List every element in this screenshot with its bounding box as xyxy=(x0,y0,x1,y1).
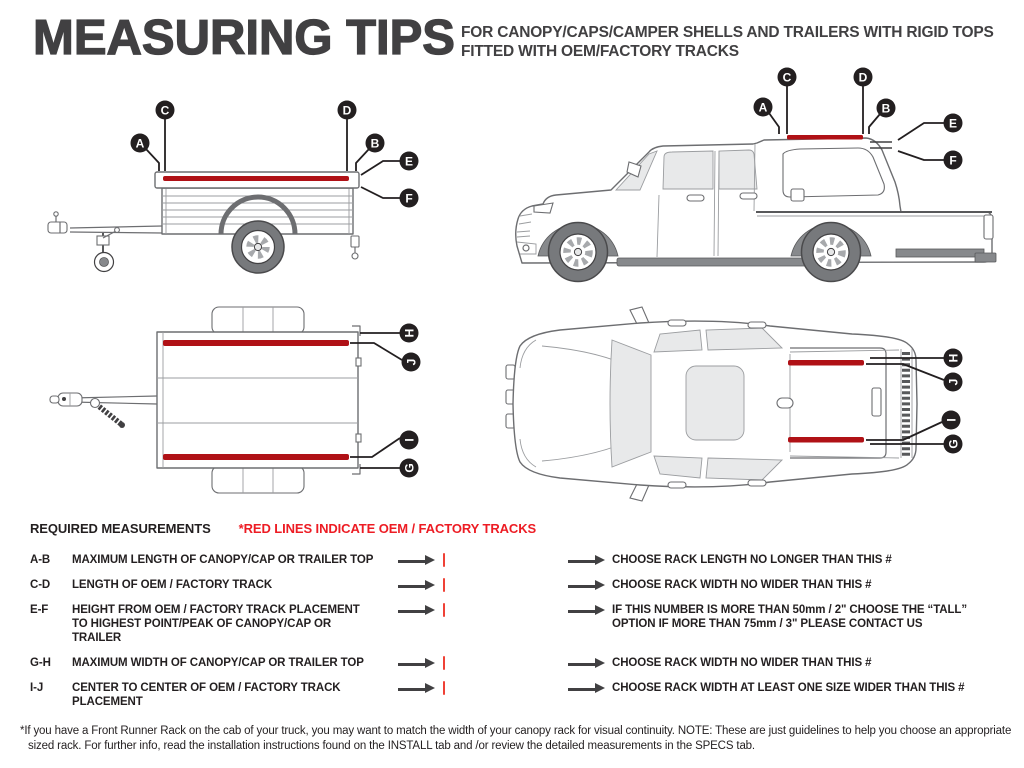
arrow-right-icon xyxy=(568,663,595,666)
svg-text:B: B xyxy=(881,101,891,116)
label-marker-h xyxy=(944,349,963,368)
trailer-side-view-diagram xyxy=(25,85,470,300)
sunroof xyxy=(686,366,744,440)
page-title: MEASURING TIPS xyxy=(33,11,455,65)
measurement-entry-oval[interactable] xyxy=(443,578,445,592)
svg-text:B: B xyxy=(370,136,380,151)
required-measurements-section xyxy=(30,521,1008,720)
trailer-hitch-coupler xyxy=(48,222,67,233)
trailer-top-view-diagram xyxy=(25,300,470,505)
measurement-recommendation: CHOOSE RACK WIDTH NO WIDER THAN THIS # xyxy=(612,579,872,591)
measurement-description: CENTER TO CENTER OF OEM / FACTORY TRACK PLACEMENT xyxy=(72,682,341,708)
windshield-top-view xyxy=(610,340,651,467)
svg-text:D: D xyxy=(858,70,868,85)
measurement-description: MAXIMUM LENGTH OF CANOPY/CAP OR TRAILER TOP xyxy=(72,554,374,566)
label-marker-i xyxy=(942,411,961,430)
rear-lower-trim xyxy=(896,249,984,257)
measurement-code: I-J xyxy=(30,682,44,694)
measurement-description: LENGTH OF OEM / FACTORY TRACK xyxy=(72,579,273,591)
arrow-right-icon xyxy=(398,688,425,691)
measurement-entry-oval[interactable] xyxy=(443,603,445,617)
measurement-recommendation: CHOOSE RACK LENGTH NO LONGER THAN THIS # xyxy=(612,554,892,566)
svg-text:F: F xyxy=(405,191,413,206)
svg-text:I: I xyxy=(402,438,417,442)
measurement-code: C-D xyxy=(30,579,51,591)
label-marker-f xyxy=(400,189,419,208)
oem-track-red-line xyxy=(787,135,863,140)
measurement-recommendation: IF THIS NUMBER IS MORE THAN 50mm / 2" CHOOSE THE “TALL” OPTION IF MORE THAN 75mm / 3" PLEASE CONTACT US xyxy=(612,604,967,630)
arrow-right-icon xyxy=(568,610,595,613)
label-marker-a xyxy=(754,98,773,117)
label-marker-b xyxy=(877,99,896,118)
label-marker-d xyxy=(338,101,357,120)
label-marker-g xyxy=(400,459,419,478)
oem-track-red-line-top xyxy=(163,340,349,346)
rear-door-glass xyxy=(719,150,757,189)
svg-text:H: H xyxy=(402,328,417,338)
label-marker-h xyxy=(400,324,419,343)
measurement-row-ef xyxy=(30,603,1008,645)
label-marker-e xyxy=(400,152,419,171)
taillight xyxy=(984,215,993,239)
svg-text:G: G xyxy=(402,463,417,473)
svg-text:C: C xyxy=(782,70,792,85)
svg-text:C: C xyxy=(160,103,170,118)
label-marker-e xyxy=(944,114,963,133)
label-marker-a xyxy=(131,134,150,153)
trailer-wheel xyxy=(232,221,284,273)
arrow-right-icon xyxy=(568,585,595,588)
svg-text:H: H xyxy=(946,353,961,363)
label-marker-f xyxy=(944,151,963,170)
measurement-entry-oval[interactable] xyxy=(443,553,445,567)
fuel-door xyxy=(791,189,804,201)
svg-text:A: A xyxy=(135,136,145,151)
measurement-entry-oval[interactable] xyxy=(443,656,445,670)
rocker-panel xyxy=(617,258,812,266)
rear-wheel xyxy=(802,223,861,282)
svg-text:F: F xyxy=(949,153,957,168)
svg-text:J: J xyxy=(404,358,419,366)
measurement-row-gh xyxy=(30,656,1008,670)
label-marker-j xyxy=(944,373,963,392)
front-door-glass xyxy=(663,151,713,189)
measurement-code: G-H xyxy=(30,657,51,669)
svg-text:A: A xyxy=(758,100,768,115)
label-marker-c xyxy=(156,101,175,120)
arrow-right-icon xyxy=(398,610,425,613)
measurement-code: E-F xyxy=(30,604,49,616)
arrow-right-icon xyxy=(398,663,425,666)
oem-track-red-line-bottom xyxy=(163,454,349,460)
page-subtitle xyxy=(461,24,994,61)
measurement-description: MAXIMUM WIDTH OF CANOPY/CAP OR TRAILER TOP xyxy=(72,657,364,669)
svg-text:G: G xyxy=(946,439,961,449)
truck-top-view-diagram xyxy=(495,305,985,505)
arrow-right-icon xyxy=(568,560,595,563)
required-measurements-heading: REQUIRED MEASUREMENTS xyxy=(30,521,211,536)
label-marker-g xyxy=(944,435,963,454)
arrow-right-icon xyxy=(398,560,425,563)
subtitle-line-2: FITTED WITH OEM/FACTORY TRACKS xyxy=(461,42,739,60)
oem-track-red-line-top xyxy=(788,360,864,366)
measurement-row-cd xyxy=(30,578,1008,592)
measurement-recommendation: CHOOSE RACK WIDTH AT LEAST ONE SIZE WIDER THAN THIS # xyxy=(612,682,965,694)
measurement-recommendation: CHOOSE RACK WIDTH NO WIDER THAN THIS # xyxy=(612,657,872,669)
measurement-row-ab xyxy=(30,553,1008,567)
front-wheel xyxy=(549,223,608,282)
subtitle-line-1: FOR CANOPY/CAPS/CAMPER SHELLS AND TRAILERS WITH RIGID TOPS xyxy=(461,24,994,41)
truck-with-canopy-side-view-diagram xyxy=(490,60,1010,300)
label-marker-i xyxy=(400,431,419,450)
measurement-code: A-B xyxy=(30,554,51,566)
footnote: *If you have a Front Runner Rack on the cab of your truck, you may want to match the width of your canopy rack for visual continuity. NOTE: These are just guidelines to help you choose an appropriate sized rack. For further info, read the installation instructions found on the INSTALL tab and /or review the detailed measurements in the SPECS tab. xyxy=(20,725,1012,752)
red-lines-legend: *RED LINES INDICATE OEM / FACTORY TRACKS xyxy=(238,521,537,536)
label-marker-j xyxy=(402,353,421,372)
svg-text:D: D xyxy=(342,103,352,118)
measurement-row-ij xyxy=(30,681,1008,709)
svg-text:I: I xyxy=(944,418,959,422)
label-marker-c xyxy=(778,68,797,87)
rear-bumper xyxy=(975,253,996,262)
arrow-right-icon xyxy=(568,688,595,691)
label-marker-d xyxy=(854,68,873,87)
oem-track-red-line-bottom xyxy=(788,437,864,443)
trailer-jockey-wheel xyxy=(95,228,120,272)
arrow-right-icon xyxy=(398,585,425,588)
measurement-entry-oval[interactable] xyxy=(443,681,445,695)
label-marker-b xyxy=(366,134,385,153)
trailer-body-top xyxy=(157,332,358,468)
front-door-handle xyxy=(687,195,704,201)
svg-text:J: J xyxy=(946,378,961,386)
svg-text:E: E xyxy=(948,116,958,131)
measurement-description: HEIGHT FROM OEM / FACTORY TRACK PLACEMENT TO HIGHEST POINT/PEAK OF CANOPY/CAP OR TRAILER xyxy=(72,604,360,644)
svg-text:E: E xyxy=(404,154,414,169)
antenna-fin xyxy=(777,398,793,408)
oem-track-red-line xyxy=(163,176,349,181)
rear-door-handle xyxy=(740,193,757,199)
